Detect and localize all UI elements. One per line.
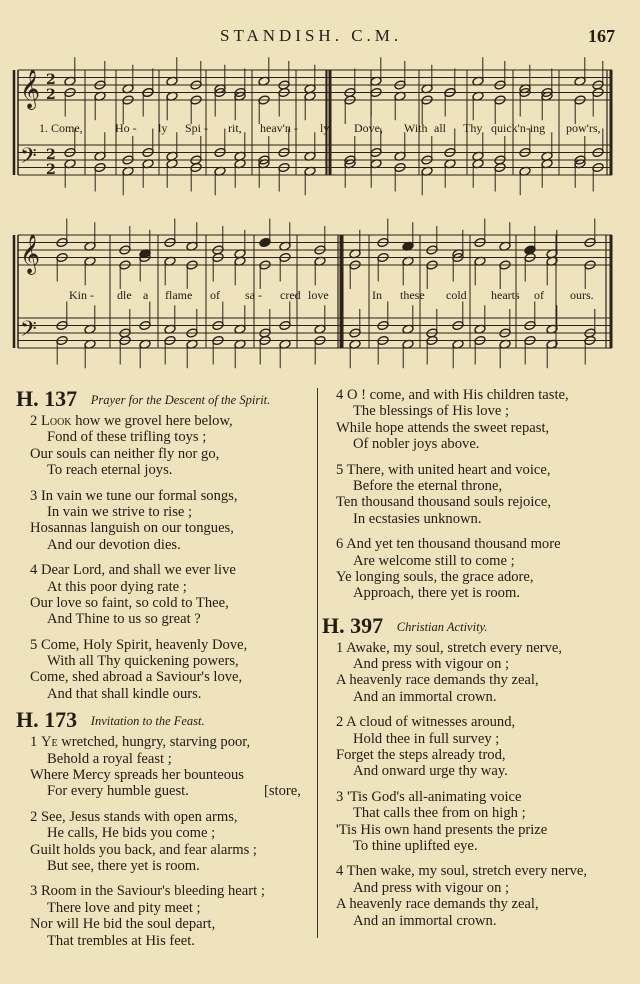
verse-line: Our souls can neither fly nor go, (30, 445, 220, 462)
verse-line-text: For every humble guest. (47, 783, 189, 800)
clefs (20, 69, 56, 347)
verse-line: 5 There, with united heart and voice, (336, 461, 551, 478)
verse-line: Guilt holds you back, and fear alarms ; (30, 841, 257, 858)
verse (16, 488, 314, 554)
hymn-number: H. 173 (16, 707, 78, 733)
lyric-syllable: pow'rs, (566, 121, 601, 135)
verse (16, 562, 314, 628)
verse (16, 413, 314, 479)
svg-text:2: 2 (46, 162, 56, 178)
lyric-syllable: Ho - (115, 121, 137, 135)
verse-line: That calls thee from on high ; (353, 805, 526, 822)
verse-line: 2 Look how we grovel here below, (30, 413, 233, 429)
verse-line: A heavenly race demands thy zeal, (336, 672, 539, 689)
verse-line: In vain we strive to rise ; (47, 503, 193, 520)
verse-line: Of nobler joys above. (353, 436, 480, 453)
hymn-number: H. 397 (322, 612, 384, 638)
lyric-syllable: sa - (245, 288, 262, 302)
lyric-syllable: all (434, 121, 446, 135)
lyric-syllable: rit, (228, 121, 242, 135)
verse (16, 734, 314, 800)
svg-text:𝄞: 𝄞 (20, 69, 41, 109)
right-column (322, 387, 632, 929)
verse (322, 640, 632, 706)
verse-line: Before the eternal throne, (353, 477, 503, 494)
hymn-title: Christian Activity. (396, 619, 488, 634)
verse (322, 387, 632, 453)
verse-line: Ten thousand thousand souls rejoice, (336, 494, 552, 511)
verse-line: 4 O ! come, and with His children taste, (336, 387, 569, 403)
verse-line: 1 Awake, my soul, stretch every nerve, (336, 639, 563, 656)
verse-line: With all Thy quickening powers, (47, 653, 239, 670)
verse-line: Forget the steps already trod, (336, 747, 506, 764)
svg-text:𝄢: 𝄢 (20, 144, 37, 174)
verse-line: And Thine to us so great ? (47, 611, 201, 628)
left-column (16, 387, 314, 949)
verse (16, 883, 314, 949)
svg-text:𝄢: 𝄢 (20, 317, 37, 347)
lyric-syllable: these (400, 288, 425, 302)
verse (322, 536, 632, 602)
lyric-syllable: love (308, 288, 329, 302)
verse-line: Come, shed abroad a Saviour's love, (30, 669, 243, 686)
verse (16, 809, 314, 875)
lyric-syllable: Kin - (69, 288, 94, 302)
verse-line: To reach eternal joys. (47, 462, 173, 479)
tune-title: STANDISH. C.M. (220, 26, 403, 45)
lyric-syllable: heav'n - (260, 121, 298, 135)
hymn-heading (16, 708, 314, 732)
lyric-syllable: a (143, 288, 149, 302)
svg-text:𝄞: 𝄞 (20, 234, 41, 274)
column-divider (317, 388, 318, 938)
verse-line: While hope attends the sweet repast, (336, 419, 550, 436)
lyric-syllable: flame (165, 288, 193, 302)
verse (16, 637, 314, 703)
verse-line: He calls, He bids you come ; (47, 825, 216, 842)
hymn-heading (322, 614, 632, 638)
verse (322, 462, 632, 528)
page-number: 167 (588, 26, 615, 46)
verse-line: Approach, there yet is room. (353, 585, 520, 602)
verse-line: 3 'Tis God's all-animating voice (336, 788, 522, 805)
hymn-title: Prayer for the Descent of the Spirit. (90, 393, 271, 407)
verse-line: Behold a royal feast ; (47, 750, 172, 767)
verse-line: 6 And yet ten thousand thousand more (336, 536, 561, 553)
lyric-syllable: hearts (491, 288, 520, 302)
verse-line: 2 A cloud of witnesses around, (336, 714, 516, 731)
music-score (0, 0, 640, 370)
verse-line: 5 Come, Holy Spirit, heavenly Dove, (30, 636, 248, 653)
verse-line: At this poor dying rate ; (47, 578, 187, 595)
verse-line: Where Mercy spreads her bounteous (30, 767, 244, 784)
verse-line: Hold thee in full survey ; (353, 730, 500, 747)
lyric-syllable: quick'n-ing (491, 121, 546, 135)
verse-line: A heavenly race demands thy zeal, (336, 896, 539, 913)
verse-line: In ecstasies unknown. (353, 510, 482, 527)
lyric-syllable: ly (320, 121, 330, 135)
verse-line: The blessings of His love ; (353, 403, 510, 420)
verse (322, 863, 632, 929)
verse-line: 'Tis His own hand presents the prize (336, 821, 548, 838)
verse (322, 789, 632, 855)
verse-line: And press with vigour on ; (353, 656, 510, 673)
lyric-syllable: cold (446, 288, 467, 302)
lyric-syllable: of (210, 288, 220, 302)
verse-line: And an immortal crown. (353, 688, 497, 705)
lyric-syllable: 1. Come, (39, 121, 83, 135)
hymn-heading (16, 387, 314, 411)
lyric-syllable: Spi - (185, 121, 209, 135)
verse-line: 4 Dear Lord, and shall we ever live (30, 562, 236, 579)
verse-line: Are welcome still to come ; (353, 552, 515, 569)
hymn-title: Invitation to the Feast. (90, 714, 205, 729)
lyric-syllable: In (372, 288, 382, 302)
lyric-syllable: dle (117, 288, 132, 302)
svg-text:2: 2 (46, 87, 56, 103)
verse-line: And onward urge thy way. (353, 763, 508, 780)
lyric-syllable: ours. (570, 288, 594, 302)
turnover-word: [store, (264, 783, 301, 800)
verse-line: To thine uplifted eye. (353, 837, 478, 854)
verse-line: 3 Room in the Saviour's bleeding heart ; (30, 883, 265, 900)
verse-line: And an immortal crown. (353, 912, 497, 929)
verse-line: There love and pity meet ; (47, 899, 201, 916)
lyric-syllable: cred (280, 288, 301, 302)
verse-line: And our devotion dies. (47, 536, 181, 553)
verse (322, 714, 632, 780)
svg-text:2: 2 (46, 147, 56, 163)
verse-line: 3 In vain we tune our formal songs, (30, 487, 238, 504)
verse-line: 4 Then wake, my soul, stretch every nerve, (336, 863, 587, 880)
verse-line: But see, there yet is room. (47, 857, 200, 874)
verse-line (16, 783, 314, 799)
verse-line: Nor will He bid the soul depart, (30, 916, 216, 933)
staff-lines (18, 70, 612, 348)
verse-line: 1 Ye wretched, hungry, starving poor, (30, 734, 251, 751)
verse-line: That trembles at His feet. (47, 932, 195, 949)
lyric-syllable: ly (158, 121, 168, 135)
verse-line: Ye longing souls, the grace adore, (336, 568, 534, 585)
svg-text:2: 2 (46, 72, 56, 88)
bar-lines (14, 70, 611, 348)
lyric-syllable: of (534, 288, 544, 302)
hymn-number: H. 137 (16, 386, 78, 411)
verse-line: Our love so faint, so cold to Thee, (30, 594, 229, 611)
verse-line: Fond of these trifling toys ; (47, 429, 207, 446)
verse-line: 2 See, Jesus stands with open arms, (30, 808, 238, 825)
lyric-syllable: Dove, (354, 121, 383, 135)
verse-line: And press with vigour on ; (353, 879, 510, 896)
lyric-syllable: Thy (463, 121, 483, 135)
lyric-syllable: With (404, 121, 428, 135)
verse-line: And that shall kindle ours. (47, 685, 202, 702)
verse-line: Hosannas languish on our tongues, (30, 520, 234, 537)
